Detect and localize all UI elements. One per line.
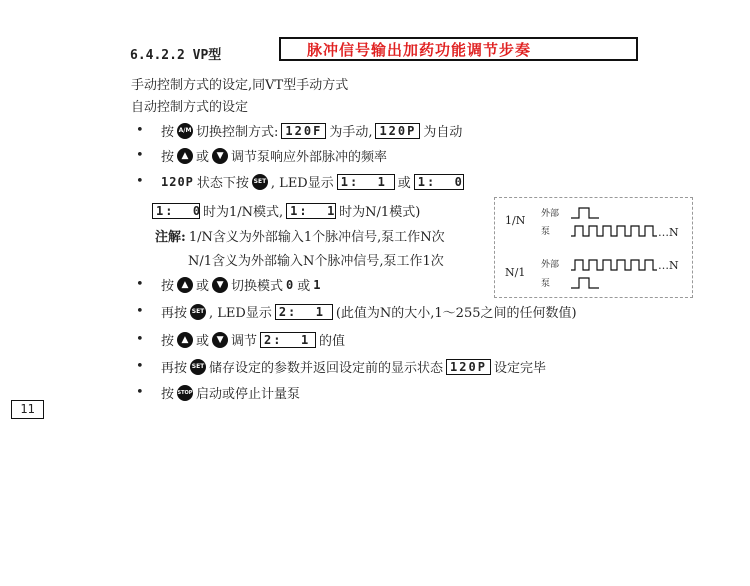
- step-switch-mode: [136, 121, 462, 140]
- step-text: 调节泵响应外部脉冲的频率: [231, 150, 388, 165]
- step-text: , LED显示: [270, 176, 334, 191]
- bullet: •: [136, 385, 144, 400]
- step-text: 切换控制方式:: [196, 125, 279, 140]
- step-show-n: [136, 302, 577, 321]
- am-button-icon: A/M: [177, 123, 193, 139]
- step-text: 按: [161, 125, 175, 140]
- step-text: 再按: [161, 306, 188, 321]
- step-text: 为手动,: [329, 125, 373, 140]
- step-adjust-n: [136, 330, 345, 349]
- led-display-2-1: 2: 1: [260, 332, 316, 348]
- step-start-stop: [136, 383, 300, 402]
- external-pulse-wave: [571, 260, 657, 270]
- down-arrow-button-icon: ▼: [212, 148, 228, 164]
- bullet: •: [136, 123, 144, 138]
- step-text: 或: [196, 279, 210, 294]
- external-label: 外部: [541, 260, 560, 270]
- down-arrow-button-icon: ▼: [212, 277, 228, 293]
- section-title-text: 脉冲信号输出加药功能调节步奏: [307, 40, 532, 59]
- step-text: 或: [297, 279, 311, 294]
- up-arrow-button-icon: ▲: [177, 332, 193, 348]
- step-text: 按: [161, 334, 175, 349]
- set-button-icon: SET: [190, 304, 206, 320]
- step-switch-submode: [136, 275, 322, 294]
- stop-button-icon: STOP: [177, 385, 193, 401]
- step-enter-setting: [136, 172, 464, 191]
- set-button-icon: SET: [252, 174, 268, 190]
- page-number: 11: [11, 400, 44, 419]
- step-text: 储存设定的参数并返回设定前的显示状态: [209, 361, 444, 376]
- intro-auto: 自动控制方式的设定: [131, 100, 249, 115]
- up-arrow-button-icon: ▲: [177, 148, 193, 164]
- step-text: 调节: [231, 334, 258, 349]
- step-text: 切换模式: [231, 279, 284, 294]
- note-line-2: N/1含义为外部输入N个脉冲信号,泵工作1次: [188, 254, 444, 269]
- step-text: 或: [196, 334, 210, 349]
- note-line-1: [155, 226, 445, 245]
- note-text: 1/N含义为外部输入1个脉冲信号,泵工作N次: [188, 230, 445, 245]
- step-text: 时为1/N模式,: [203, 205, 284, 220]
- pump-pulse-wave: [571, 278, 599, 288]
- led-display-1-1: 1: 1: [337, 174, 395, 190]
- step-text: 或: [196, 150, 210, 165]
- mode-label-n1: N/1: [505, 266, 526, 279]
- n-suffix: …N: [658, 259, 679, 272]
- set-button-icon: SET: [190, 359, 206, 375]
- step-text: (此值为N的大小,1～255之间的任何数值): [335, 306, 577, 321]
- bullet: •: [136, 277, 144, 292]
- step-mode-explain: [152, 201, 420, 220]
- pump-label: 泵: [541, 279, 551, 289]
- note-label: 注解:: [155, 230, 186, 245]
- n-suffix: …N: [658, 226, 679, 239]
- step-text: 按: [161, 387, 175, 402]
- bullet: •: [136, 304, 144, 319]
- led-display-1-0: 1: 0: [152, 203, 200, 219]
- external-pulse-wave: [571, 208, 599, 218]
- intro-manual: 手动控制方式的设定,同VT型手动方式: [131, 78, 349, 93]
- step-text: , LED显示: [209, 306, 272, 321]
- bullet: •: [136, 174, 144, 189]
- led-display-2-1: 2: 1: [275, 304, 333, 320]
- step-text: 再按: [161, 361, 188, 376]
- led-display-1-0: 1: 0: [414, 174, 464, 190]
- led-display-manual: 120F: [281, 123, 326, 139]
- pump-pulse-wave: [571, 226, 657, 236]
- up-arrow-button-icon: ▲: [177, 277, 193, 293]
- step-text: 状态下按: [196, 176, 249, 191]
- step-text: 为自动: [423, 125, 463, 140]
- section-title: [279, 37, 638, 61]
- pulse-timing-svg: [495, 198, 692, 297]
- led-digit: 0: [286, 277, 295, 292]
- mode-label-1n: 1/N: [505, 214, 526, 227]
- step-text: 或: [397, 176, 411, 191]
- step-text: 按: [161, 279, 175, 294]
- led-state-text: 120P: [161, 174, 194, 189]
- down-arrow-button-icon: ▼: [212, 332, 228, 348]
- external-label: 外部: [541, 209, 560, 219]
- led-display-auto: 120P: [375, 123, 420, 139]
- step-text: 启动或停止计量泵: [196, 387, 301, 402]
- step-adjust-frequency: [136, 146, 387, 165]
- step-text: 的值: [319, 334, 346, 349]
- step-save: [136, 357, 546, 376]
- bullet: •: [136, 148, 144, 163]
- led-display-auto: 120P: [446, 359, 491, 375]
- section-number: 6.4.2.2 VP型: [130, 48, 222, 63]
- pulse-timing-diagram: [494, 197, 693, 298]
- step-text: 时为N/1模式): [339, 205, 421, 220]
- step-text: 设定完毕: [493, 361, 546, 376]
- step-text: 按: [161, 150, 175, 165]
- led-display-1-1: 1: 1: [286, 203, 336, 219]
- bullet: •: [136, 359, 144, 374]
- led-digit: 1: [313, 277, 322, 292]
- bullet: •: [136, 332, 144, 347]
- pump-label: 泵: [541, 227, 551, 237]
